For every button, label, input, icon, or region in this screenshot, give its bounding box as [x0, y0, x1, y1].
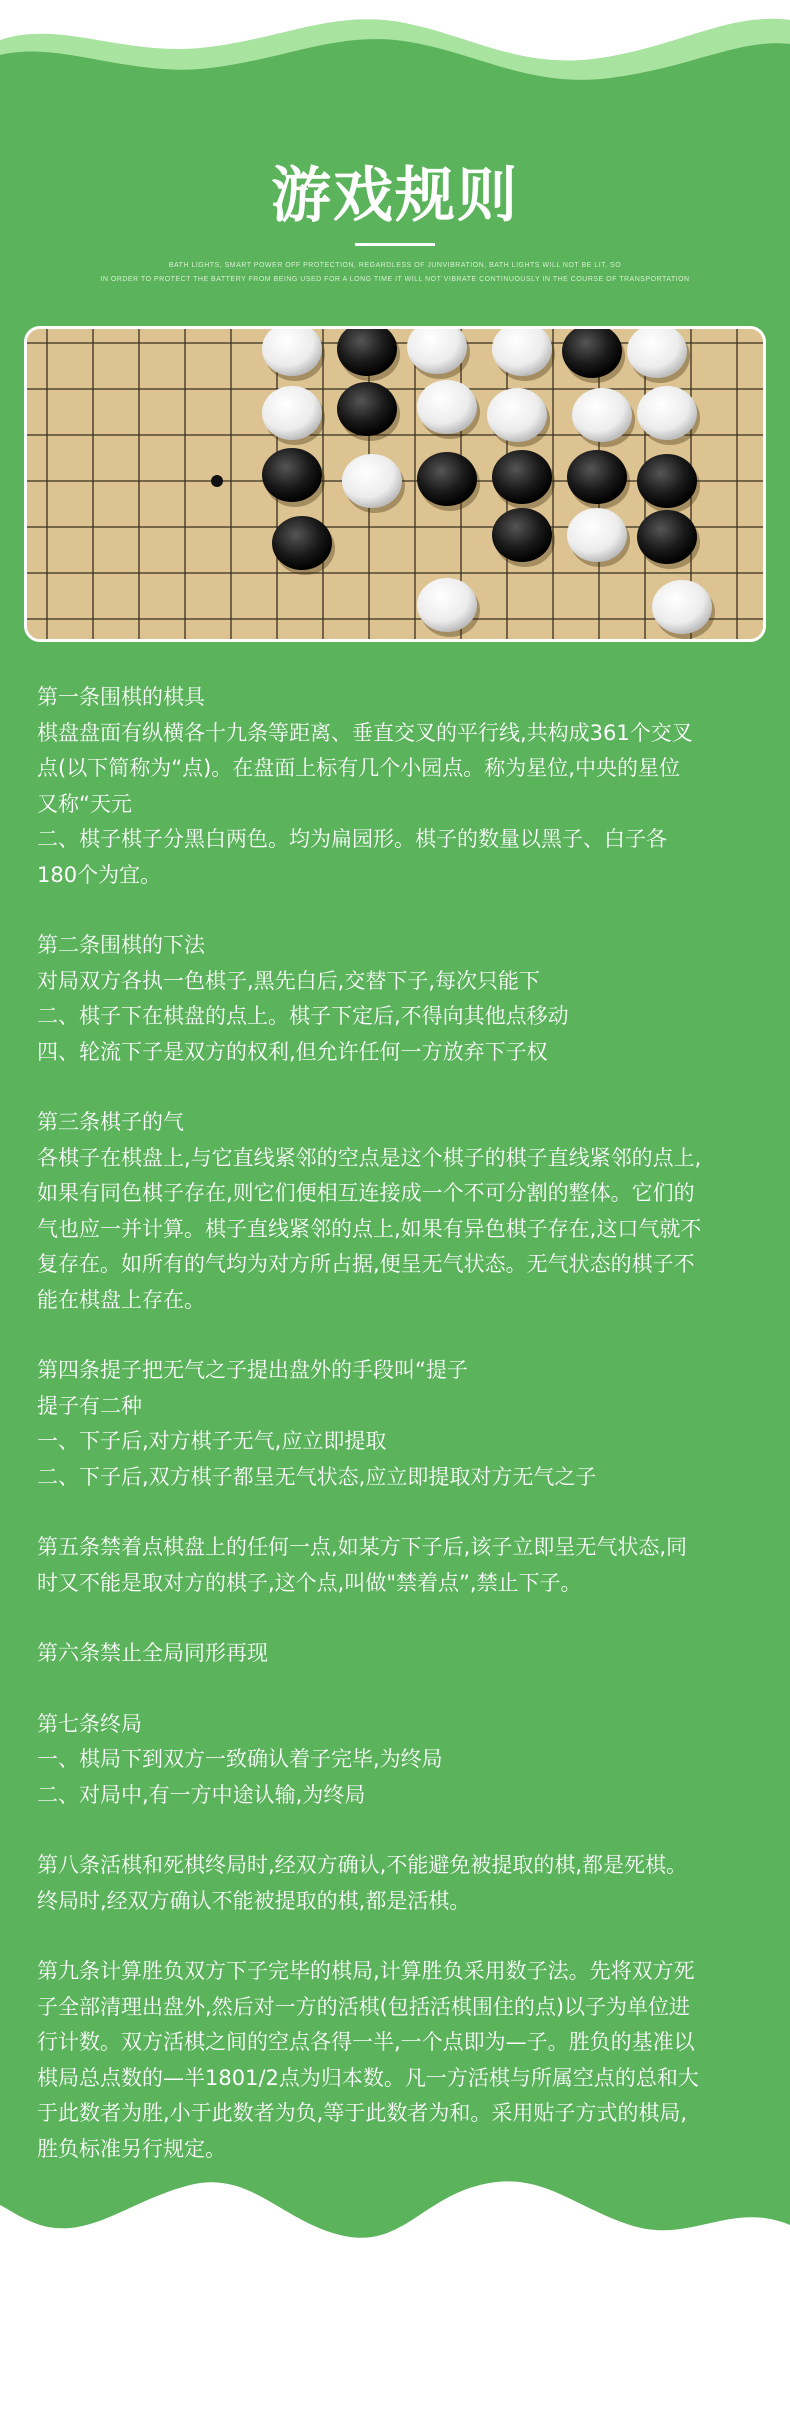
rule-section: [37, 1105, 759, 1318]
black-stone: [272, 516, 332, 570]
white-stone: [487, 388, 547, 442]
rule-line: 如果有同色棋子存在,则它们便相互连接成一个不可分割的整体。它们的: [37, 1181, 695, 1205]
white-stone: [637, 386, 697, 440]
rule-section: [37, 680, 759, 893]
rules-content: [37, 680, 759, 2167]
section-gap: [37, 1813, 759, 1848]
rule-section: [37, 1353, 759, 1495]
rule-line: 二、对局中,有一方中途认输,为终局: [37, 1782, 366, 1807]
rule-section: [37, 1848, 759, 1919]
section-gap: [37, 893, 759, 928]
rule-line: 胜负标准另行规定。: [37, 2136, 226, 2161]
rule-line: 180个为宜。: [37, 862, 162, 887]
black-stone: [492, 508, 552, 562]
rule-line: 二、棋子棋子分黑白两色。均为扁园形。棋子的数量以黑子、白子各: [37, 827, 667, 851]
white-stone: [652, 580, 712, 634]
title-underline: [355, 243, 435, 246]
section-gap: [37, 1919, 759, 1954]
white-stone: [417, 578, 477, 632]
black-stone: [492, 450, 552, 504]
go-board-photo: [24, 326, 766, 642]
rule-line: 于此数者为胜,小于此数者为负,等于此数者为和。采用贴子方式的棋局,: [37, 2101, 688, 2125]
section-gap: [37, 1601, 759, 1636]
rule-heading: 第八条活棋和死棋终局时,经双方确认,不能避免被提取的棋,都是死棋。: [37, 1853, 688, 1877]
black-stone: [337, 382, 397, 436]
subtitle-line-1: BATH LIGHTS, SMART POWER OFF PROTECTION, REGARDLESS OF JUNVIBRATION, BATH LIGHTS WILL NOT BE LIT, SO: [168, 262, 622, 269]
rule-line: 棋盘盘面有纵横各十九条等距离、垂直交叉的平行线,共构成361个交叉: [37, 720, 693, 745]
rule-line: 各棋子在棋盘上,与它直线紧邻的空点是这个棋子的棋子直线紧邻的点上,: [37, 1145, 702, 1170]
page-title: 游戏规则: [271, 161, 519, 231]
black-stone: [417, 452, 477, 506]
rule-section: [37, 1530, 759, 1601]
white-stone: [572, 388, 632, 442]
rule-heading: 第二条围棋的下法: [37, 933, 205, 957]
rule-line: 一、下子后,对方棋子无气,应立即提取: [37, 1429, 387, 1453]
rule-line: 提子有二种: [37, 1393, 142, 1418]
rule-line: 对局双方各执一色棋子,黑先白后,交替下子,每次只能下: [37, 968, 541, 993]
rule-section: [37, 1954, 759, 2167]
rule-line: 又称“天元: [37, 791, 132, 816]
rule-line: 子全部清理出盘外,然后对一方的活棋(包括活棋围住的点)以子为单位进: [37, 1994, 691, 2019]
white-stone: [262, 386, 322, 440]
rule-heading: 第七条终局: [37, 1711, 142, 1736]
black-stone: [637, 510, 697, 564]
rule-line: 二、下子后,双方棋子都呈无气状态,应立即提取对方无气之子: [37, 1464, 597, 1489]
rule-line: 能在棋盘上存在。: [37, 1287, 205, 1312]
rule-line: 终局时,经双方确认不能被提取的棋,都是活棋。: [37, 1888, 471, 1913]
rule-line: 复存在。如所有的气均为对方所占据,便呈无气状态。无气状态的棋子不: [37, 1252, 695, 1276]
rule-line: 行计数。双方活棋之间的空点各得一半,一个点即为—子。胜负的基准以: [37, 2030, 695, 2054]
rule-line: 二、棋子下在棋盘的点上。棋子下定后,不得向其他点移动: [37, 1004, 569, 1028]
rule-line: 棋局总点数的—半1801/2点为归本数。凡一方活棋与所属空点的总和大: [37, 2065, 699, 2090]
white-stone: [342, 454, 402, 508]
section-gap: [37, 1672, 759, 1707]
rule-line: 气也应一并计算。棋子直线紧邻的点上,如果有异色棋子存在,这口气就不: [37, 1216, 702, 1241]
rule-line: 一、棋局下到双方一致确认着子完毕,为终局: [37, 1747, 443, 1771]
rule-section: [37, 1636, 759, 1672]
black-stone: [567, 450, 627, 504]
rule-heading: 第六条禁止全局同形再现: [37, 1641, 268, 1665]
rule-line: 四、轮流下子是双方的权利,但允许任何一方放弃下子权: [37, 1039, 548, 1064]
subtitle-line-2: IN ORDER TO PROTECT THE BATTERY FROM BEING USED FOR A LONG TIME IT WILL NOT VIBRATE CONTINUOUSLY IN THE COURSE OF TRANSPORTATION: [100, 276, 690, 283]
white-stone: [417, 380, 477, 434]
rule-heading: 第三条棋子的气: [37, 1110, 184, 1134]
section-gap: [37, 1070, 759, 1105]
go-board-illustration: [27, 329, 763, 639]
rule-heading: 第九条计算胜负双方下子完毕的棋局,计算胜负采用数子法。先将双方死: [37, 1959, 695, 1983]
rule-line: 时又不能是取对方的棋子,这个点,叫做"禁着点”,禁止下子。: [37, 1570, 582, 1595]
black-stone: [262, 448, 322, 502]
rule-section: [37, 1707, 759, 1814]
section-gap: [37, 1495, 759, 1530]
rule-heading: 第四条提子把无气之子提出盘外的手段叫“提子: [37, 1358, 468, 1382]
section-gap: [37, 1318, 759, 1353]
black-stone: [637, 454, 697, 508]
star-point: [211, 475, 223, 487]
rule-heading: 第一条围棋的棋具: [37, 685, 205, 709]
white-stone: [567, 508, 627, 562]
rule-section: [37, 928, 759, 1070]
rule-line: 点(以下简称为“点)。在盘面上标有几个小园点。称为星位,中央的星位: [37, 756, 680, 780]
rule-heading: 第五条禁着点棋盘上的任何一点,如某方下子后,该子立即呈无气状态,同: [37, 1535, 688, 1559]
